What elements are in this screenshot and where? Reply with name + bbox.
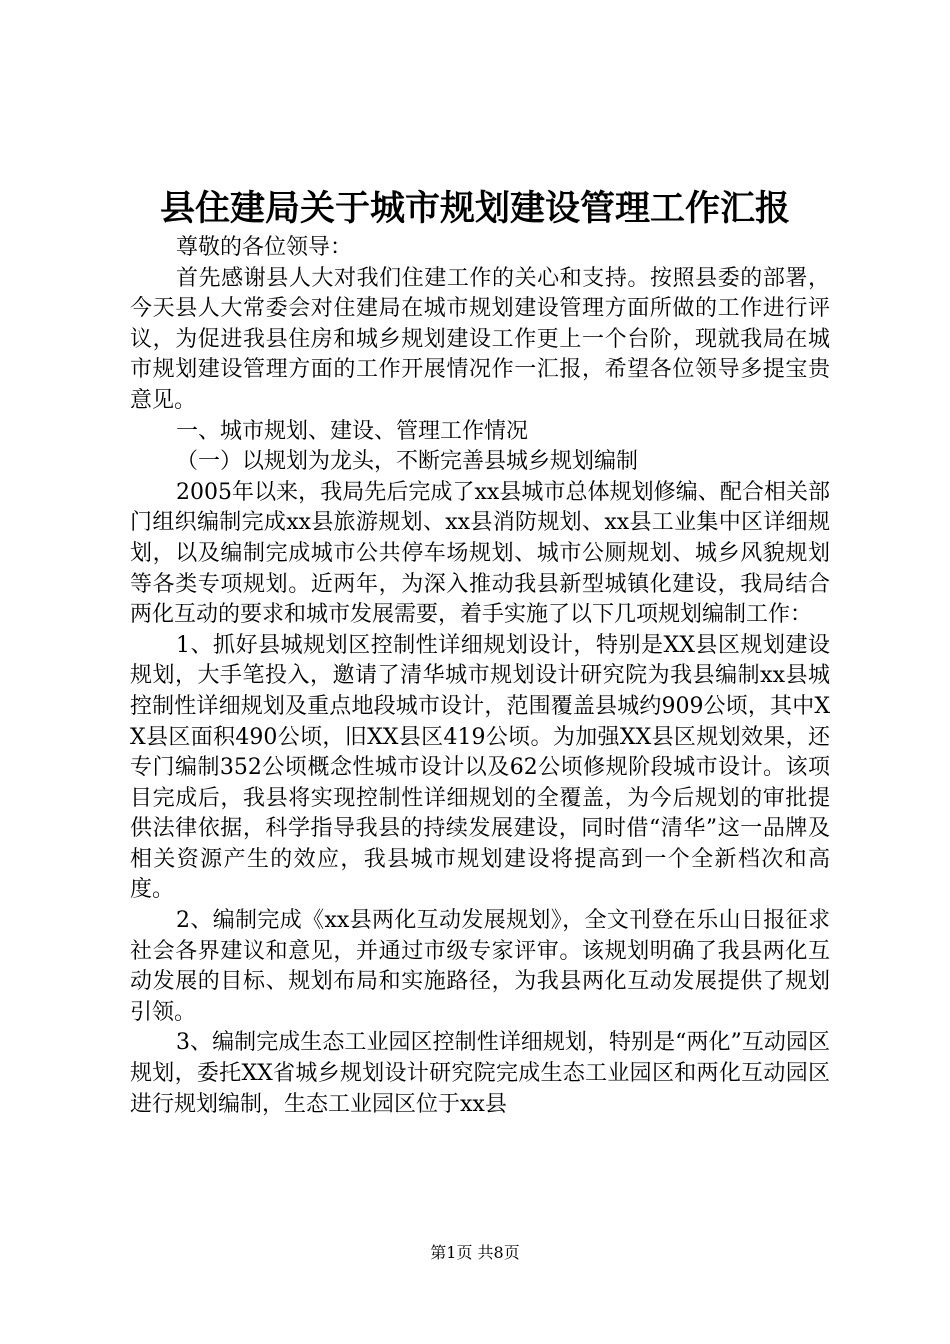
list-item-1: 1、抓好县城规划区控制性详细规划设计，特别是XX县区规划建设规划，大手笔投入，邀请了清华城市规划设计研究院为我县编制xx县城控制性详细规划及重点地段城市设计，范围覆盖县城约909公顷，其中XX县区面积490公顷，旧XX县区419公顷。为加强XX县区规划效果，还专门编制352公顷概念性城市设计以及62公顷修规阶段城市设计。该项目完成后，我县将实现控制性详细规划的全覆盖，为今后规划的审批提供法律依据，科学指导我县的持续发展建设，同时借“清华”这一品牌及相关资源产生的效应，我县城市规划建设将提高到一个全新档次和高度。 — [130, 632, 830, 903]
list-item-2: 2、编制完成《xx县两化互动发展规划》，全文刊登在乐山日报征求社会各界建议和意见，并通过市级专家评审。该规划明确了我县两化互动发展的目标、规划布局和实施路径，为我县两化互动发展提供了规划引领。 — [130, 908, 830, 1025]
intro-paragraph: 首先感谢县人大对我们住建工作的关心和支持。按照县委的部署，今天县人大常委会对住建局在城市规划建设管理方面所做的工作进行评议，为促进我县住房和城乡规划建设工作更上一个台阶，现就我局在城市规划建设管理方面的工作开展情况作一汇报，希望各位领导多提宝贵意见。 — [130, 265, 830, 413]
document-title: 县住建局关于城市规划建设管理工作汇报 — [159, 188, 790, 229]
document-body — [130, 233, 830, 1120]
list-item-3: 3、编制完成生态工业园区控制性详细规划，特别是“两化”互动园区规划，委托XX省城乡规划设计研究院完成生态工业园区和两化互动园区进行规划编制，生态工业园区位于xx县 — [130, 1030, 830, 1117]
body-paragraph: 2005年以来，我局先后完成了xx县城市总体规划修编、配合相关部门组织编制完成xx县旅游规划、xx县消防规划、xx县工业集中区详细规划，以及编制完成城市公共停车场规划、城市公厕规划、城乡风貌规划等各类专项规划。近两年，为深入推动我县新型城镇化建设，我局结合两化互动的要求和城市发展需要，着手实施了以下几项规划编制工作： — [130, 479, 830, 628]
salutation: 尊敬的各位领导： — [176, 235, 353, 260]
subsection-heading: （一）以规划为龙头，不断完善县城乡规划编制 — [176, 449, 639, 475]
page-number: 第1页 共8页 — [430, 1243, 520, 1262]
section-heading: 一、城市规划、建设、管理工作情况 — [176, 418, 529, 444]
